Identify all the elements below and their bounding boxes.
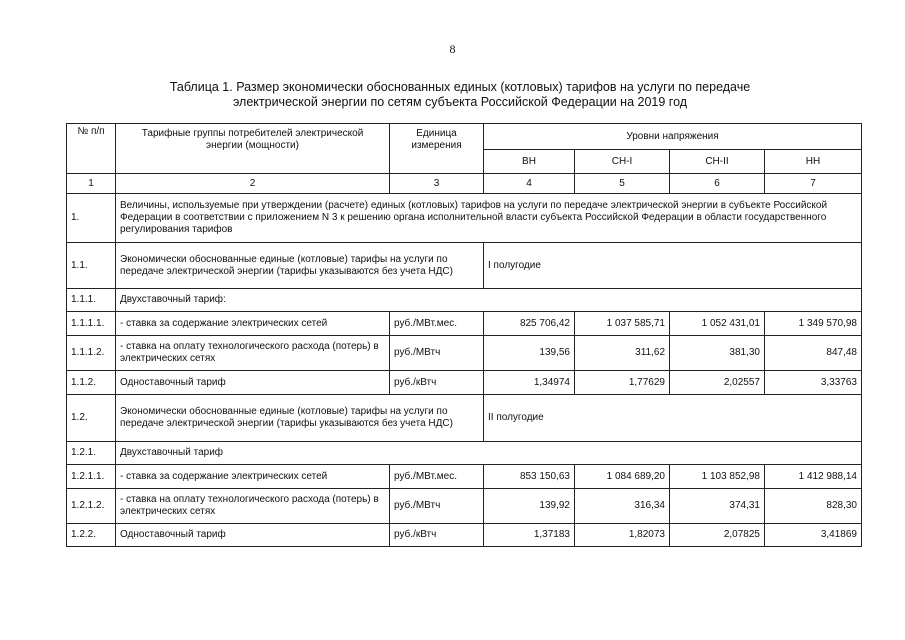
value-nn: 1 349 570,98 [765,312,862,336]
value-nn: 3,33763 [765,371,862,395]
value-sn2: 374,31 [670,489,765,524]
table-row [67,465,862,489]
row-period: II полугодие [484,395,862,442]
row-num: 1.2. [67,395,116,442]
row-unit: руб./кВтч [390,371,484,395]
header-levels: Уровни напряжения [484,124,862,150]
table-row [67,243,862,289]
row-unit: руб./МВтч [390,336,484,371]
row-text: - ставка на оплату технологического расхода (потерь) в электрических сетях [116,489,390,524]
value-vn: 139,56 [484,336,575,371]
table-row [67,442,862,465]
table-title-line-1: Таблица 1. Размер экономически обоснованных единых (котловых) тарифов на услуги по передаче [169,80,751,94]
row-text: - ставка на оплату технологического расхода (потерь) в электрических сетях [116,336,390,371]
row-num: 1.2.1.1. [67,465,116,489]
table-row [67,289,862,312]
value-nn: 1 412 988,14 [765,465,862,489]
row-unit: руб./МВтч [390,489,484,524]
header-groups: Тарифные группы потребителей электрической энергии (мощности) [116,124,390,174]
row-unit: руб./кВтч [390,524,484,547]
col-number: 5 [575,174,670,194]
table-row [67,489,862,524]
value-sn2: 1 103 852,98 [670,465,765,489]
row-unit: руб./МВт.мес. [390,312,484,336]
table-row [67,194,862,243]
row-text: Двухставочный тариф: [116,289,862,312]
value-sn2: 1 052 431,01 [670,312,765,336]
row-text: Двухставочный тариф [116,442,862,465]
col-number: 6 [670,174,765,194]
row-text: - ставка за содержание электрических сетей [116,465,390,489]
row-text: Экономически обоснованные единые (котловые) тарифы на услуги по передаче электрической энергии (тарифы указываются без учета НДС) [116,243,484,289]
row-num: 1.1.1.1. [67,312,116,336]
value-nn: 3,41869 [765,524,862,547]
row-num: 1.1.1.2. [67,336,116,371]
row-unit: руб./МВт.мес. [390,465,484,489]
table-title-line-2: электрической энергии по сетям субъекта Российской Федерации на 2019 год [232,95,688,109]
table-row [67,395,862,442]
value-sn2: 381,30 [670,336,765,371]
value-sn1: 316,34 [575,489,670,524]
value-sn2: 2,07825 [670,524,765,547]
header-unit: Единица измерения [390,124,484,174]
value-sn1: 1,82073 [575,524,670,547]
col-number: 1 [67,174,116,194]
value-vn: 1,34974 [484,371,575,395]
row-text: Одноставочный тариф [116,371,390,395]
row-num: 1.1.2. [67,371,116,395]
row-num: 1.2.1. [67,442,116,465]
value-vn: 1,37183 [484,524,575,547]
row-num: 1.1.1. [67,289,116,312]
row-text: Одноставочный тариф [116,524,390,547]
header-sn1: СН-I [575,150,670,174]
value-sn1: 1,77629 [575,371,670,395]
col-number: 7 [765,174,862,194]
column-numbers-row [67,174,862,194]
col-number: 3 [390,174,484,194]
header-sn2: СН-II [670,150,765,174]
value-vn: 139,92 [484,489,575,524]
row-text: Экономически обоснованные единые (котловые) тарифы на услуги по передаче электрической энергии (тарифы указываются без учета НДС) [116,395,484,442]
table-title [60,80,860,110]
row-num: 1.1. [67,243,116,289]
value-sn1: 311,62 [575,336,670,371]
row-period: I полугодие [484,243,862,289]
value-sn2: 2,02557 [670,371,765,395]
row-text: Величины, используемые при утверждении (расчете) единых (котловых) тарифов на услуги по передаче электрической энергии в субъекте Российской Федерации в соответствии с приложением N 3 к решению органа исполнительной власти субъекта Российской Федерации в области государственного регулирования тарифов [116,194,862,243]
row-num: 1. [67,194,116,243]
tariff-table [66,123,862,547]
header-num: № п/п [67,124,116,174]
value-vn: 825 706,42 [484,312,575,336]
table-row [67,336,862,371]
row-text: - ставка за содержание электрических сетей [116,312,390,336]
value-sn1: 1 084 689,20 [575,465,670,489]
value-nn: 847,48 [765,336,862,371]
value-sn1: 1 037 585,71 [575,312,670,336]
table-row [67,312,862,336]
value-nn: 828,30 [765,489,862,524]
row-num: 1.2.2. [67,524,116,547]
value-vn: 853 150,63 [484,465,575,489]
table-row [67,371,862,395]
col-number: 2 [116,174,390,194]
header-row-1 [67,124,862,150]
header-nn: НН [765,150,862,174]
table-row [67,524,862,547]
header-vn: ВН [484,150,575,174]
page-number: 8 [449,42,456,56]
col-number: 4 [484,174,575,194]
row-num: 1.2.1.2. [67,489,116,524]
